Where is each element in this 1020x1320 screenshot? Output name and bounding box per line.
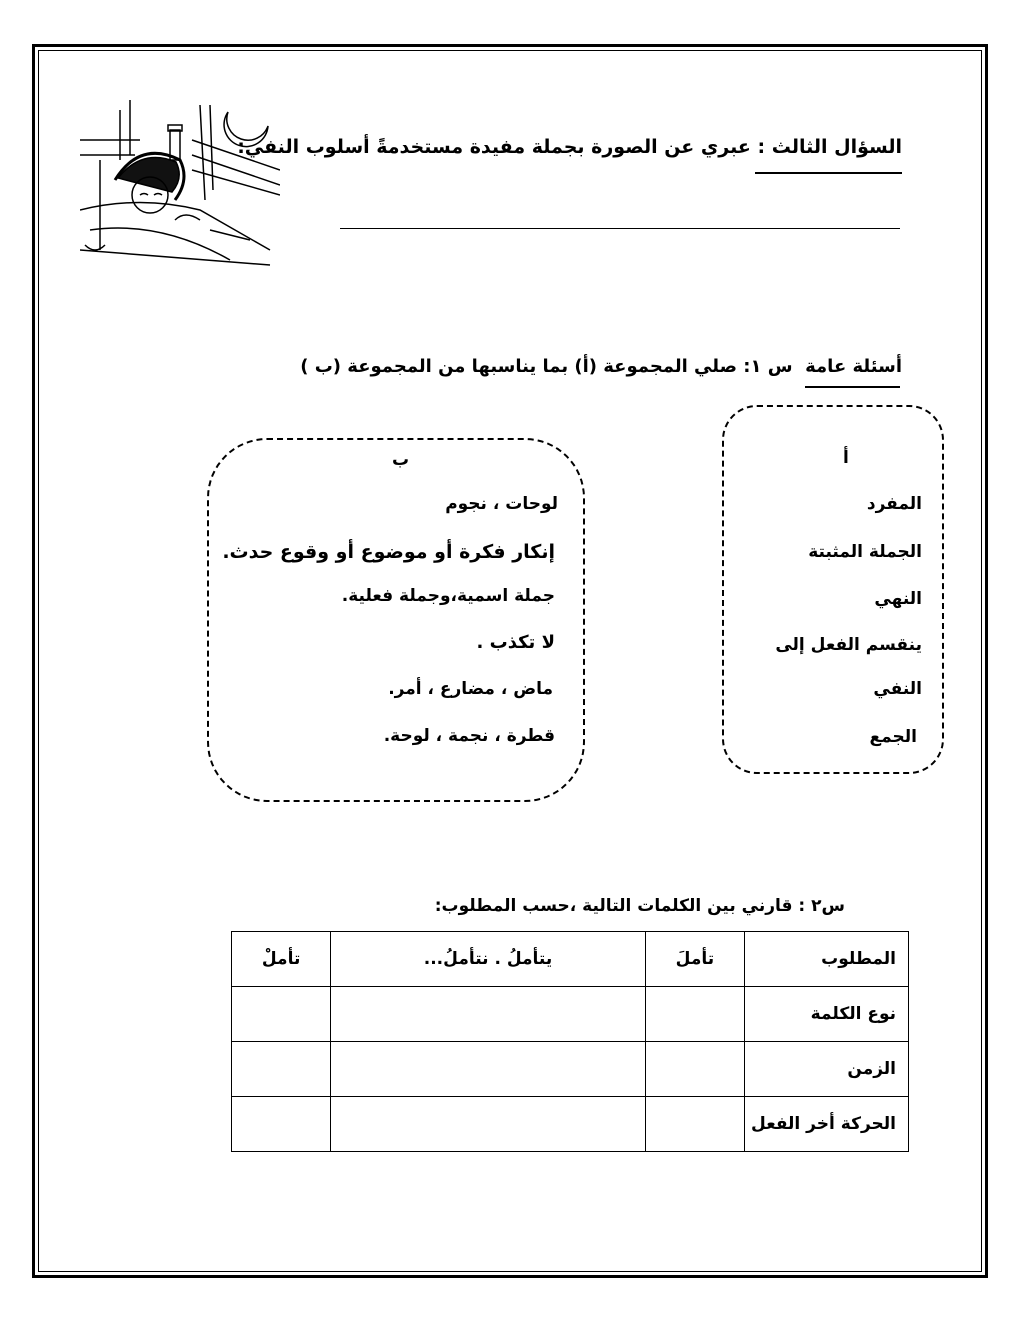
comparison-table: [231, 931, 909, 1152]
group-a-item: الجمع: [869, 727, 917, 747]
answer-cell[interactable]: [645, 987, 744, 1042]
answer-cell[interactable]: [645, 1042, 744, 1097]
general-underline: [805, 386, 900, 388]
answer-cell[interactable]: [645, 1097, 744, 1152]
table-header-cell: يتأملُ . نتأملُ...: [331, 932, 646, 987]
question-3-text: [237, 136, 902, 158]
group-a-item: النفي: [873, 679, 922, 699]
question-3-label: السؤال الثالث: [771, 136, 902, 158]
table-header-cell: تأملْ: [232, 932, 331, 987]
group-b-header: ب: [392, 450, 410, 470]
general-questions-heading: [300, 356, 902, 377]
group-b-box: [207, 438, 585, 802]
answer-line[interactable]: [340, 228, 900, 229]
answer-cell[interactable]: [331, 987, 646, 1042]
group-b-item: قطرة ، نجمة ، لوحة.: [383, 726, 555, 746]
question-1-text: س ١: صلي المجموعة (أ) بما يناسبها من المجموعة (ب ): [300, 356, 793, 377]
group-a-item: الجملة المثبتة: [808, 542, 922, 562]
sleeping-child-illustration: [80, 100, 280, 270]
table-row: [232, 987, 909, 1042]
question-3-prompt: : عبري عن الصورة بجملة مفيدة مستخدمةً أسلوب النفي:: [237, 136, 766, 158]
answer-cell[interactable]: [331, 1042, 646, 1097]
answer-cell[interactable]: [232, 987, 331, 1042]
answer-cell[interactable]: [232, 1097, 331, 1152]
question-2-text: س٢ : قارني بين الكلمات التالية ،حسب المطلوب:: [434, 896, 845, 916]
table-header-cell: تأملَ: [645, 932, 744, 987]
answer-cell[interactable]: [232, 1042, 331, 1097]
row-label: نوع الكلمة: [745, 987, 909, 1042]
row-label: الزمن: [745, 1042, 909, 1097]
row-label: الحركة أخر الفعل: [745, 1097, 909, 1152]
group-a-item: المفرد: [866, 494, 922, 514]
group-a-item: النهي: [874, 589, 922, 609]
group-a-item: ينقسم الفعل إلى: [775, 635, 922, 655]
group-a-header: أ: [843, 448, 849, 468]
question-3-underline: [755, 172, 902, 174]
group-b-item: لوحات ، نجوم: [445, 494, 558, 514]
table-row: [232, 1097, 909, 1152]
group-b-item: إنكار فكرة أو موضوع أو وقوع حدث.: [222, 541, 555, 563]
group-b-item: جملة اسمية،وجملة فعلية.: [341, 586, 555, 606]
group-b-item: لا تكذب .: [476, 632, 555, 653]
general-questions-label: أسئلة عامة: [805, 356, 902, 377]
table-row: [232, 1042, 909, 1097]
answer-cell[interactable]: [331, 1097, 646, 1152]
group-b-item: ماض ، مضارع ، أمر.: [388, 679, 553, 699]
table-header-row: [232, 932, 909, 987]
table-header-cell: المطلوب: [745, 932, 909, 987]
